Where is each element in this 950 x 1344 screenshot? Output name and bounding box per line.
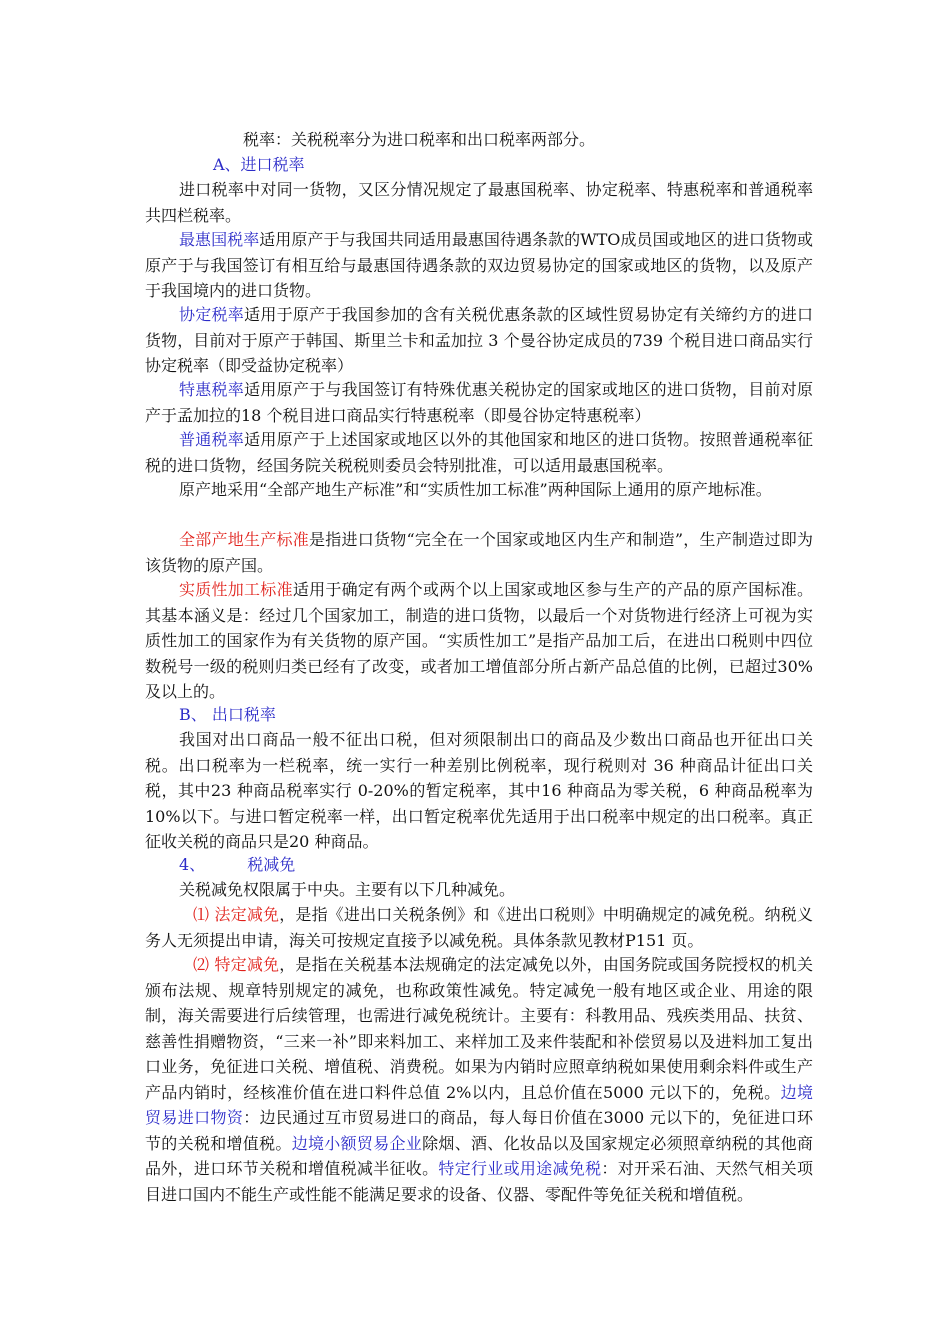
paragraph-text: ：边民通过互市贸易进口的商品，每人每日价值在3000 元以下的，免征进口环节的关税和增值税。 [145,1108,813,1153]
paragraph-wholly-produced [145,527,813,578]
term-specific-reduction: 特定减免 [214,955,280,974]
term-agreement-rate: 协定税率 [179,305,245,324]
paragraph-text: ，是指《进出口关税条例》和《进出口税则》中明确规定的减免税。纳税义务人无须提出申请，海关可按规定直接予以减免税。具体条款见教材P151 页。 [145,905,813,950]
paragraph-origin-standards: 原产地采用“全部产地生产标准”和“实质性加工标准”两种国际上通用的原产地标准。 [179,480,772,499]
term-substantial-transformation: 实质性加工标准 [179,580,293,599]
paragraph-agreement-rate [145,302,813,379]
paragraph-general-rate [145,427,813,478]
term-general-rate: 普通税率 [179,430,245,449]
term-preferential-rate: 特惠税率 [179,380,245,399]
paragraph-preferential-rate [145,377,813,428]
paragraph-text: ：对开采石油、天然气相关项目进口国内不能生产或性能不能满足要求的设备、仪器、零配件等免征关税和增值税。 [145,1159,813,1204]
term-border-trade-goods: 边境贸易进口物资 [145,1082,813,1127]
term-mfn-rate: 最惠国税率 [179,230,260,249]
statutory-number: ⑴ [193,905,210,924]
heading-title: 税减免 [247,855,296,874]
paragraph-mfn-rate [145,227,813,304]
paragraph-reduction-authority: 关税减免权限属于中央。主要有以下几种减免。 [179,880,516,899]
term-statutory-reduction: 法定减免 [214,905,280,924]
paragraph-export-rates: 我国对出口商品一般不征出口税，但对须限制出口的商品及少数出口商品也开征出口关税。出口税率为一栏税率，统一实行一种差别比例税率，现行税则对 36 种商品计征出口关税，其中23 种商品税率实行 0-20%的暂定税率，其中16 种商品为零关税，6 种商品税率为10%以下。与进口暂定税率一样，出口暂定税率优先适用于出口税率中规定的出口税率。真正征收关税的商品只是20 种商品。 [145,730,813,851]
specific-number: ⑵ [193,955,210,974]
heading-export-rates: B、 出口税率 [179,705,276,724]
term-border-small-trade: 边境小额贸易企业 [291,1133,423,1153]
paragraph-text: 适用原产于与我国签订有特殊优惠关税协定的国家或地区的进口货物，目前对原产于孟加拉的18 个税目进口商品实行特惠税率（即曼谷协定特惠税率） [145,380,813,425]
paragraph-text: 适用原产于与我国共同适用最惠国待遇条款的WTO成员国或地区的进口货物或原产于与我国签订有相互给与最惠国待遇条款的双边贸易协定的国家或地区的货物，以及原产于我国境内的进口货物。 [145,230,813,300]
heading-import-rates: A、进口税率 [213,155,305,174]
paragraph-substantial-transformation [145,577,813,705]
paragraph-import-overview: 进口税率中对同一货物，又区分情况规定了最惠国税率、协定税率、特惠税率和普通税率共四栏税率。 [145,180,813,225]
paragraph-text: 除烟、酒、化妆品以及国家规定必须照章纳税的其他商品外，进口环节关税和增值税减半征收。 [145,1133,813,1178]
heading-number: 4、 [179,855,206,874]
paragraph-specific-reduction [145,952,813,1207]
paragraph-text: ，是指在关税基本法规确定的法定减免以外，由国务院或国务院授权的机关颁布法规、规章特别规定的减免，也称政策性减免。特定减免一般有地区或企业、用途的限制，海关需要进行后续管理，也需进行减免税统计。主要有：科教用品、残疾类用品、扶贫、慈善性捐赠物资，“三来一补”即来料加工、来样加工及来件装配和补偿贸易以及进料加工复出口业务，免征进口关税、增值税、消费税。如果为内销时应照章纳税如果使用剩余料件或生产产品内销时，经核准价值在进口料件总值 2%以内，且总价值在5000 元以下的，免税。 [145,955,813,1102]
paragraph-text: 是指进口货物“完全在一个国家或地区内生产和制造”，生产制造过即为该货物的原产国。 [145,530,813,575]
paragraph-text: 适用原产于上述国家或地区以外的其他国家和地区的进口货物。按照普通税率征税的进口货物，经国务院关税税则委员会特别批准，可以适用最惠国税率。 [145,430,813,475]
heading-tax-reduction [179,852,295,878]
term-industry-reduction: 特定行业或用途减免税 [438,1159,602,1178]
term-wholly-produced: 全部产地生产标准 [179,530,309,549]
intro-line: 税率：关税税率分为进口税率和出口税率两部分。 [243,130,596,149]
paragraph-text: 适用于原产于我国参加的含有关税优惠条款的区域性贸易协定有关缔约方的进口货物，目前对于原产于韩国、斯里兰卡和孟加拉 3 个曼谷协定成员的739 个税目进口商品实行协定税率（即受益协定税率） [145,305,813,375]
paragraph-statutory-reduction [145,902,813,953]
paragraph-text: 适用于确定有两个或两个以上国家或地区参与生产的产品的原产国标准。其基本涵义是：经过几个国家加工，制造的进口货物，以最后一个对货物进行经济上可视为实质性加工的国家作为有关货物的原产国。“实质性加工”是指产品加工后，在进出口税则中四位数税号一级的税则归类已经有了改变，或者加工增值部分所占新产品总值的比例，已超过30%及以上的。 [145,580,813,701]
